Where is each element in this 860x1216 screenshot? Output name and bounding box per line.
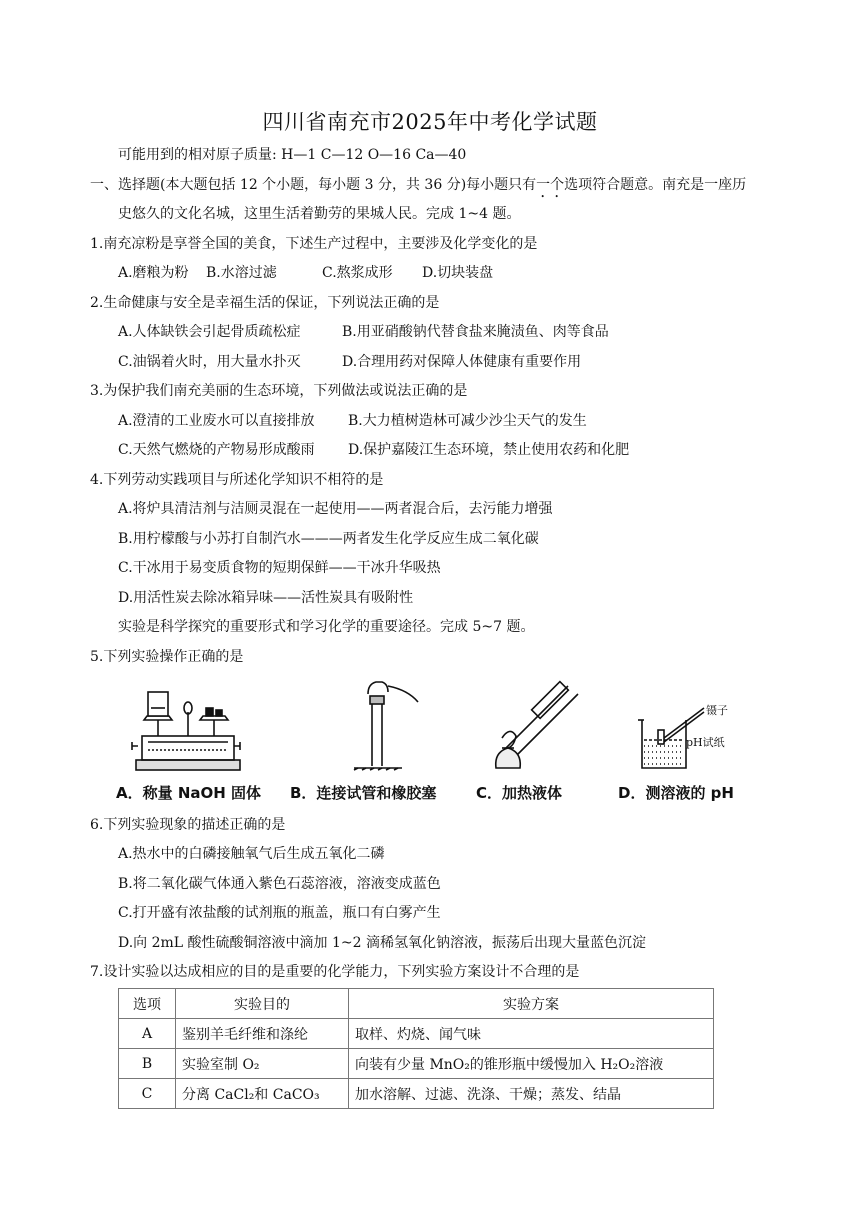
test-tube-icon [340,678,430,778]
balance-icon [128,678,246,778]
q3-stem: 3.为保护我们南充美丽的生态环境，下列做法或说法正确的是 [90,383,468,399]
page-title: 四川省南充市2025年中考化学试题 [262,110,598,134]
table-cell: 加水溶解、过滤、洗涤、干燥；蒸发、结晶 [349,1079,714,1109]
q1-options [118,264,493,282]
intro-5-7: 实验是科学探究的重要形式和学习化学的重要途径。完成 5~7 题。 [118,619,535,635]
q1-option-c: C.熬浆成形 [322,265,393,281]
section-heading: 一、选择题(本大题包括 12 个小题，每小题 3 分，共 36 分)每小题只有一个选项符合题意。南充是一座历 [90,177,747,193]
heating-figure [488,678,598,778]
caption-c: C．加热液体 [476,784,563,802]
q7-table [118,988,714,1109]
q1-stem: 1.南充凉粉是享誉全国的美食，下述生产过程中，主要涉及化学变化的是 [90,236,538,252]
q3-row2 [118,441,629,459]
balance-figure [128,678,246,778]
q2-option-a: A.人体缺铁会引起骨质疏松症 [118,324,301,340]
table-cell: 鉴别羊毛纤维和涤纶 [176,1019,349,1049]
table-cell: 向装有少量 MnO₂的锥形瓶中缓慢加入 H₂O₂溶液 [349,1049,714,1079]
heating-icon [488,678,598,778]
q3-row1 [118,412,587,430]
q4-option-d: D.用活性炭去除冰箱异味——活性炭具有吸附性 [118,590,414,606]
table-cell: C [119,1079,176,1109]
table-header: 实验目的 [176,989,349,1019]
section-heading-cont: 史悠久的文化名城，这里生活着勤劳的果城人民。完成 1~4 题。 [118,206,521,222]
q5-stem: 5.下列实验操作正确的是 [90,649,244,665]
ph-test-figure [634,678,714,778]
table-row [119,1019,714,1049]
q4-stem: 4.下列劳动实践项目与所述化学知识不相符的是 [90,472,384,488]
caption-b: B．连接试管和橡胶塞 [290,784,437,802]
label-tweezers: 镊子 [706,704,728,717]
caption-d: D．测溶液的 pH [618,784,734,802]
q7-stem: 7.设计实验以达成相应的目的是重要的化学能力，下列实验方案设计不合理的是 [90,964,580,980]
q6-option-a: A.热水中的白磷接触氧气后生成五氧化二磷 [118,846,385,862]
table-header-row [119,989,714,1019]
q6-option-b: B.将二氧化碳气体通入紫色石蕊溶液，溶液变成蓝色 [118,876,441,892]
q1-option-d: D.切块装盘 [422,265,494,281]
q2-stem: 2.生命健康与安全是幸福生活的保证，下列说法正确的是 [90,295,440,311]
table-cell: 分离 CaCl₂和 CaCO₃ [176,1079,349,1109]
table-header: 选项 [119,989,176,1019]
q1-option-a: A.磨粮为粉 [118,265,189,281]
table-cell: 实验室制 O₂ [176,1049,349,1079]
table-cell: 取样、灼烧、闻气味 [349,1019,714,1049]
q1-option-b: B.水溶过滤 [206,265,277,281]
caption-a: A．称量 NaOH 固体 [116,784,262,802]
q6-option-c: C.打开盛有浓盐酸的试剂瓶的瓶盖，瓶口有白雾产生 [118,905,441,921]
table-header: 实验方案 [349,989,714,1019]
q2-row1 [118,323,609,341]
q4-option-b: B.用柠檬酸与小苏打自制汽水———两者发生化学反应生成二氧化碳 [118,531,539,547]
atomic-mass-note: 可能用到的相对原子质量: H—1 C—12 O—16 Ca—40 [118,147,467,163]
label-ph-paper: pH试纸 [686,736,725,749]
q2-option-b: B.用亚硝酸钠代替食盐来腌渍鱼、肉等食品 [342,324,609,340]
table-row [119,1049,714,1079]
table-row [119,1079,714,1109]
q6-option-d: D.向 2mL 酸性硫酸铜溶液中滴加 1~2 滴稀氢氧化钠溶液，振荡后出现大量蓝色沉淀 [118,935,646,951]
q3-option-a: A.澄清的工业废水可以直接排放 [118,413,315,429]
q6-stem: 6.下列实验现象的描述正确的是 [90,817,286,833]
table-cell: B [119,1049,176,1079]
q2-option-c: C.油锅着火时，用大量水扑灭 [118,354,301,370]
q2-row2 [118,353,581,371]
q3-option-c: C.天然气燃烧的产物易形成酸雨 [118,442,315,458]
beaker-icon [634,678,714,778]
emphasis-text: 一个 [536,177,565,193]
test-tube-figure [340,678,430,778]
q4-option-a: A.将炉具清洁剂与洁厕灵混在一起使用——两者混合后，去污能力增强 [118,501,553,517]
q2-option-d: D.合理用药对保障人体健康有重要作用 [342,354,582,370]
table-cell: A [119,1019,176,1049]
q3-option-b: B.大力植树造林可减少沙尘天气的发生 [348,413,587,429]
q4-option-c: C.干冰用于易变质食物的短期保鲜——干冰升华吸热 [118,560,441,576]
q3-option-d: D.保护嘉陵江生态环境，禁止使用农药和化肥 [348,442,630,458]
